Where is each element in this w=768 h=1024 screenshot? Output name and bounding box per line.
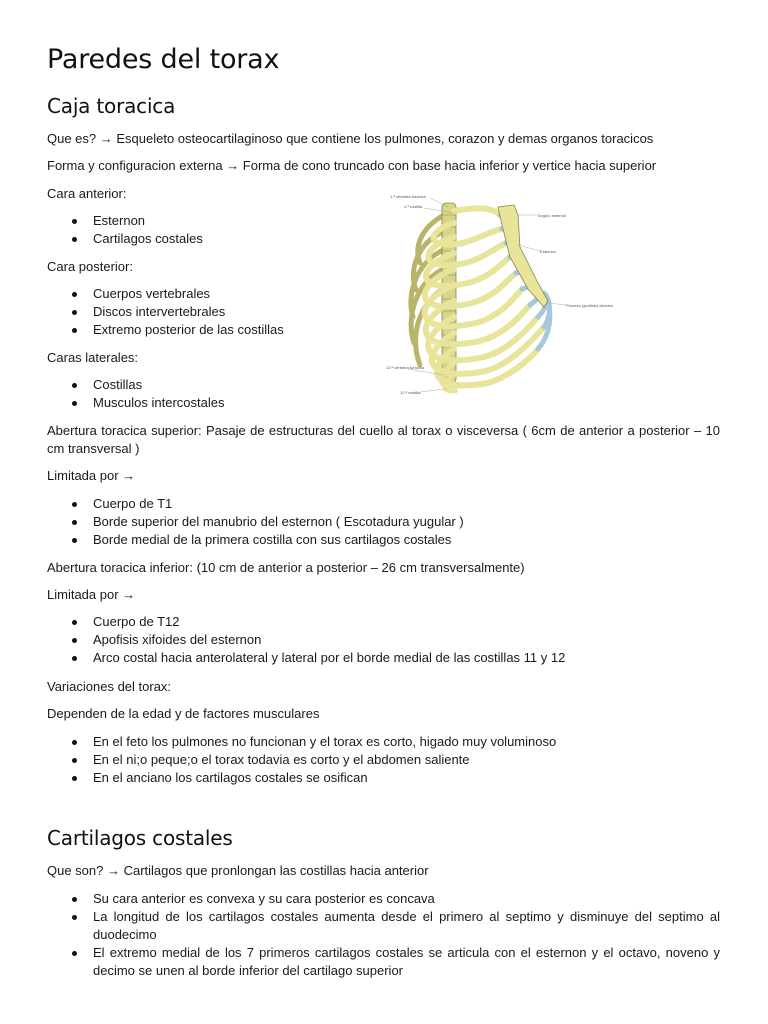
list-item: Cuerpo de T12 xyxy=(47,613,720,631)
list-item: En el ni;o peque;o el torax todavia es corto y el abdomen saliente xyxy=(47,751,720,769)
label-c1: 1.ª costilla xyxy=(404,204,423,209)
dependen-label: Dependen de la edad y de factores musculares xyxy=(47,706,320,721)
caras-laterales-label: Caras laterales: xyxy=(47,350,139,365)
label-c12: 12.ª costilla xyxy=(400,390,421,395)
list-item: En el anciano los cartilagos costales se osifican xyxy=(47,769,720,787)
list-item: Costillas xyxy=(47,376,720,394)
list-item: Extremo posterior de las costillas xyxy=(47,321,720,339)
list-item: Apofisis xifoides del esternon xyxy=(47,631,720,649)
page-title: Paredes del torax xyxy=(47,44,280,75)
list-item: La longitud de los cartilagos costales aumenta desde el primero al septimo y disminuye del septimo al duodecimo xyxy=(47,908,720,944)
label-t1: 1.ª vértebra torácica xyxy=(390,194,426,199)
list-item: Discos intervertebrales xyxy=(47,303,720,321)
list-item: El extremo medial de los 7 primeros cartilagos costales se articula con el esternon y el octavo, noveno y decimo se unen al borde inferior del cartilago superior xyxy=(47,944,720,980)
list-item: Cuerpo de T1 xyxy=(47,495,720,513)
label-xifoides: Proceso (apófisis) xifoides xyxy=(566,303,613,308)
list-item: Borde superior del manubrio del esternon ( Escotadura yugular ) xyxy=(47,513,720,531)
list-item: Cuerpos vertebrales xyxy=(47,285,720,303)
cara-posterior-label: Cara posterior: xyxy=(47,259,133,274)
que-son-text: Que son? → Cartilagos que pronlongan las costillas hacia anterior xyxy=(47,863,429,878)
limitada-list-2 xyxy=(47,613,720,667)
variaciones-label: Variaciones del torax: xyxy=(47,679,172,694)
limitada-label-1: Limitada por → xyxy=(47,468,136,483)
cartilagos-list xyxy=(47,890,720,980)
list-item: Cartilagos costales xyxy=(47,230,720,248)
que-es-text: Que es? → Esqueleto osteocartilaginoso que contiene los pulmones, corazon y demas organos toracicos xyxy=(47,131,654,146)
section-heading-caja-toracica: Caja toracica xyxy=(47,94,176,118)
list-item: Arco costal hacia anterolateral y lateral por el borde medial de las costillas 11 y 12 xyxy=(47,649,720,667)
label-esternon: Esternón xyxy=(540,249,557,254)
cara-anterior-label: Cara anterior: xyxy=(47,186,127,201)
list-item: Esternon xyxy=(47,212,720,230)
list-item: Su cara anterior es convexa y su cara posterior es concava xyxy=(47,890,720,908)
dependen-list xyxy=(47,733,720,787)
list-item: En el feto los pulmones no funcionan y el torax es corto, higado muy voluminoso xyxy=(47,733,720,751)
label-angulo: Ángulo esternal xyxy=(538,213,566,218)
abertura-superior-text: Abertura toracica superior: Pasaje de estructuras del cuello al torax o visceversa ( 6cm de anterior a posterior – 10 cm transversal ) xyxy=(47,423,720,456)
rib-cage-illustration xyxy=(368,185,613,403)
list-item: Musculos intercostales xyxy=(47,394,720,412)
list-item: Borde medial de la primera costilla con sus cartilagos costales xyxy=(47,531,720,549)
rib-cage-figure xyxy=(368,185,613,403)
limitada-label-2: Limitada por → xyxy=(47,587,136,602)
section-heading-cartilagos: Cartilagos costales xyxy=(47,826,233,850)
label-t12: 12.ª vértebra torácica xyxy=(386,365,424,370)
abertura-inferior-text: Abertura toracica inferior: (10 cm de anterior a posterior – 26 cm transversalmente) xyxy=(47,560,525,575)
forma-text: Forma y configuracion externa → Forma de cono truncado con base hacia inferior y vertice hacia superior xyxy=(47,158,657,173)
limitada-list-1 xyxy=(47,495,720,549)
